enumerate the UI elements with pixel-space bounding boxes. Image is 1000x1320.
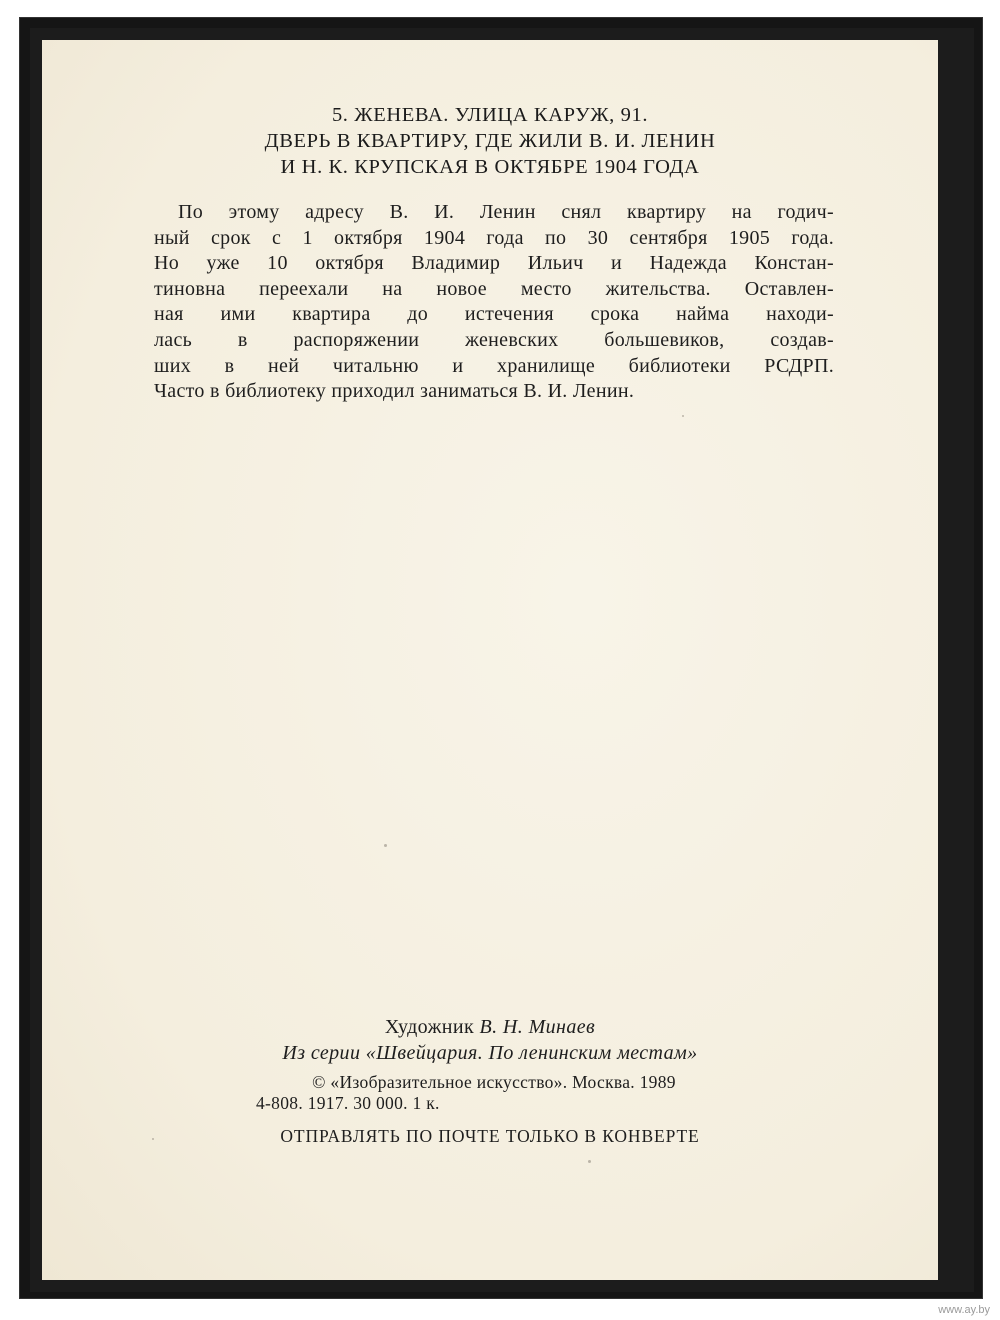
body-line-2: ный срок с 1 октября 1904 года по 30 сентября 1905 года. [154,226,834,249]
description-paragraph [154,200,834,405]
series-title: Из серии «Швейцария. По ленинским местам» [282,1042,698,1064]
body-line-8: Часто в библиотеку приходил заниматься В. И. Ленин. [154,380,635,403]
body-line-5: ная ими квартира до истечения срока найма находи- [154,303,834,326]
paper-speck [152,1138,154,1140]
print-code: 4-808. 1917. 30 000. 1 к. [256,1093,440,1113]
heading-line-2: ДВЕРЬ В КВАРТИРУ, ГДЕ ЖИЛИ В. И. ЛЕНИН [264,130,716,152]
site-watermark: www.ay.by [938,1304,990,1316]
mail-instruction: ОТПРАВЛЯТЬ ПО ПОЧТЕ ТОЛЬКО В КОНВЕРТЕ [280,1126,700,1146]
copyright-line: © «Изобразительное искусство». Москва. 1989 [312,1072,676,1092]
body-line-7: ших в ней читальню и хранилище библиотеки РСДРП. [154,354,834,377]
paper-speck [682,415,684,417]
body-line-4: тиновна переехали на новое место жительства. Оставлен- [154,277,834,300]
body-line-1: По этому адресу В. И. Ленин снял квартиру на годич- [178,201,834,223]
body-line-3: Но уже 10 октября Владимир Ильич и Надежда Констан- [154,252,834,275]
paper-speck [588,1160,591,1163]
card-heading [42,102,938,180]
body-line-6: лась в распоряжении женевских большевиков, создав- [154,328,834,351]
publisher-imprint [42,1072,938,1114]
heading-line-3: И Н. К. КРУПСКАЯ В ОКТЯБРЕ 1904 ГОДА [280,156,700,178]
postcard-reverse [42,40,938,1280]
card-footer [42,1014,938,1147]
paper-speck [384,844,387,847]
artist-credit [42,1014,938,1040]
artist-name: В. Н. Минаев [479,1016,596,1038]
heading-line-1: 5. ЖЕНЕВА. УЛИЦА КАРУЖ, 91. [331,104,649,126]
artist-label: Художник [384,1016,475,1038]
